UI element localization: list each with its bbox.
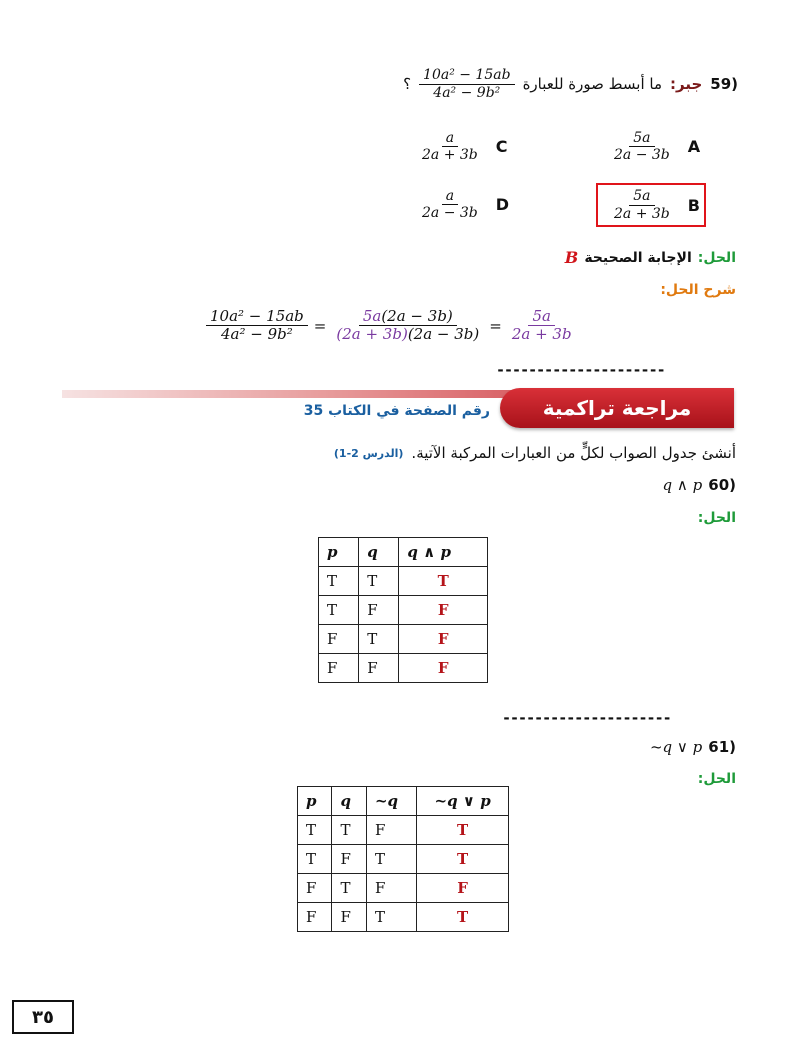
table-row: F F F	[319, 654, 488, 683]
q59-topic: جبر:	[670, 75, 703, 93]
table-header: q ∧ p	[399, 538, 488, 567]
option-letter: A	[687, 137, 701, 157]
q59-question-mark: ؟	[403, 75, 412, 93]
table-header: ~q	[366, 787, 416, 816]
table-row: T T F T	[298, 816, 509, 845]
lesson-tag: (الدرس 2-1)	[333, 446, 404, 460]
q60-expression: q ∧ p	[662, 476, 703, 494]
work-fraction-2: $\frac{5a(2a - 3b)}{(2a + 3b)(2a - 3b)}$	[336, 307, 480, 344]
option-letter: D	[495, 195, 510, 215]
option-C[interactable]: $\frac{a}{2a + 3b}$ C	[422, 130, 508, 164]
solution-label: الحل:	[697, 249, 736, 266]
q61-header	[650, 738, 736, 756]
q60-solution-label: الحل:	[697, 510, 736, 526]
q59-expression: $\frac{\text{10a² − 15ab}}{\text{4a² − 9b²}}$	[419, 67, 515, 100]
table-row: T F T T	[298, 845, 509, 874]
q60-truth-table	[318, 537, 488, 683]
table-row: F T F F	[298, 874, 509, 903]
book-page-ref: رقم الصفحة في الكتاب 35	[303, 403, 490, 419]
solution-answer: B	[564, 248, 579, 267]
q61-expression: ~q ∨ p	[649, 738, 703, 756]
review-instruction: أنشئ جدول الصواب لكلٍّ من العبارات المركبة الآتية. (الدرس 2-1)	[333, 444, 736, 462]
separator-dashes: ---------------------	[496, 361, 665, 379]
q59-number: 59)	[710, 75, 738, 93]
equals-sign: =	[313, 316, 327, 335]
q59-question: ما أبسط صورة للعبارة	[522, 75, 662, 93]
table-header: p	[319, 538, 359, 567]
solution-text: الإجابة الصحيحة	[584, 249, 692, 266]
separator-dashes: ---------------------	[502, 709, 671, 727]
table-row: T T T	[319, 567, 488, 596]
option-letter: C	[495, 137, 508, 157]
option-D[interactable]: $\frac{a}{2a - 3b}$ D	[422, 188, 510, 222]
table-header: p	[298, 787, 332, 816]
option-A[interactable]: $\frac{5a}{2a - 3b}$ A	[614, 130, 701, 164]
table-row: F T F	[319, 625, 488, 654]
page-number: ٣٥	[12, 1000, 74, 1034]
q61-truth-table	[297, 786, 509, 932]
review-banner: مراجعة تراكمية	[500, 388, 734, 428]
work-fraction-1: $\frac{\text{10a² − 15ab}}{\text{4a² − 9b²}}$	[206, 308, 308, 344]
q59-solution	[565, 248, 736, 267]
table-header: ~q ∨ p	[417, 787, 509, 816]
option-B-selected[interactable]: $\frac{5a}{2a + 3b}$ B	[596, 183, 706, 227]
q61-solution-label: الحل:	[697, 771, 736, 787]
table-row: T F F	[319, 596, 488, 625]
q60-header	[663, 476, 736, 494]
worked-solution	[206, 308, 576, 344]
option-letter: B	[687, 195, 700, 215]
table-header: q	[332, 787, 366, 816]
work-fraction-3: $\frac{5a}{2a + 3b}$	[511, 307, 572, 344]
explain-label: شرح الحل:	[660, 282, 736, 298]
q60-number: 60)	[708, 476, 736, 494]
q59-header	[318, 62, 738, 106]
q61-number: 61)	[708, 738, 736, 756]
table-row: F F T T	[298, 903, 509, 932]
table-header: q	[359, 538, 399, 567]
equals-sign: =	[489, 316, 502, 335]
